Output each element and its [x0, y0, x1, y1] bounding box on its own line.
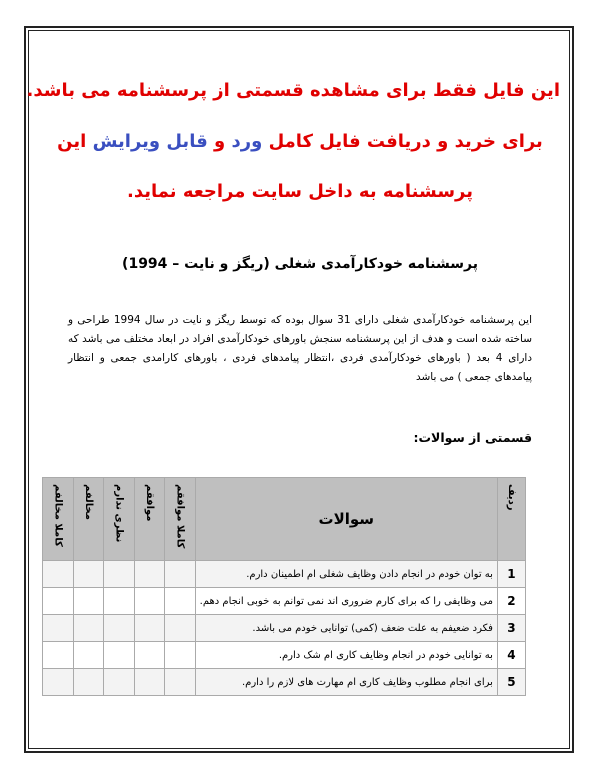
answer-cell[interactable] — [165, 561, 196, 588]
header-disagree: مخالفم — [73, 478, 104, 561]
question-text: فکرد ضعیفم به علت ضعف (کمی) توانایی خودم می باشد. — [195, 615, 497, 642]
answer-cell[interactable] — [73, 669, 104, 696]
promo-line-3: پرسشنامه به داخل سایت مراجعه نماید. — [126, 181, 473, 202]
answer-cell[interactable] — [73, 642, 104, 669]
header-questions: سوالات — [195, 478, 497, 561]
promo-line-1: این فایل فقط برای مشاهده قسمتی از پرسشنامه می باشد. — [26, 80, 560, 101]
answer-cell[interactable] — [165, 642, 196, 669]
answer-cell[interactable] — [43, 588, 74, 615]
row-number: 5 — [497, 669, 525, 696]
table-row — [43, 561, 526, 588]
answer-cell[interactable] — [43, 561, 74, 588]
promo-line-2 — [40, 131, 560, 152]
question-text: به توانایی خودم در انجام وظایف کاری ام شک دارم. — [195, 642, 497, 669]
row-number: 4 — [497, 642, 525, 669]
header-strongly-disagree: کاملا مخالفم — [43, 478, 74, 561]
answer-cell[interactable] — [43, 642, 74, 669]
table-header-row — [43, 478, 526, 561]
answer-cell[interactable] — [104, 588, 135, 615]
answer-cell[interactable] — [73, 615, 104, 642]
page-title: پرسشنامه خودکارآمدی شغلی (ریگز و نایت – 1994) — [122, 256, 478, 272]
row-number: 1 — [497, 561, 525, 588]
answer-cell[interactable] — [104, 669, 135, 696]
table-row — [43, 642, 526, 669]
section-heading: قسمتی از سوالات: — [413, 430, 532, 445]
question-text: می وظایفی را که برای کارم ضروری اند نمی توانم به خوبی انجام دهم. — [195, 588, 497, 615]
answer-cell[interactable] — [104, 642, 135, 669]
table-row — [43, 669, 526, 696]
answer-cell[interactable] — [43, 615, 74, 642]
questions-table — [42, 477, 526, 696]
answer-cell[interactable] — [134, 615, 165, 642]
header-row-number: ردیف — [497, 478, 525, 561]
answer-cell[interactable] — [104, 561, 135, 588]
answer-cell[interactable] — [73, 588, 104, 615]
answer-cell[interactable] — [165, 669, 196, 696]
intro-paragraph: این پرسشنامه خودکارآمدی شغلی دارای 31 سوال بوده که توسط ریگز و نایت در سال 1994 طراحی و ساخته شده است و هدف از این پرسشنامه سنجش باورهای خودکارآمدی افراد در ابعاد مختلف می باشد که دارای 4 بعد ( باورهای خودکارآمدی فردی ،انتظار پیامدهای فردی ، باورهای کارامدی جمعی و انتظار پیامدهای جمعی ) می باشد — [68, 314, 533, 383]
answer-cell[interactable] — [43, 669, 74, 696]
header-neutral: نظری ندارم — [104, 478, 135, 561]
header-agree: موافقم — [134, 478, 165, 561]
answer-cell[interactable] — [165, 588, 196, 615]
answer-cell[interactable] — [165, 615, 196, 642]
table-row — [43, 615, 526, 642]
row-number: 3 — [497, 615, 525, 642]
answer-cell[interactable] — [134, 588, 165, 615]
answer-cell[interactable] — [104, 615, 135, 642]
promo-text-e: این — [57, 131, 87, 152]
promo-editable-highlight: قابل ویرایش — [92, 131, 208, 152]
question-text: به توان خودم در انجام دادن وظایف شغلی ام اطمینان دارم. — [195, 561, 497, 588]
promo-text-c: و — [214, 131, 226, 152]
row-number: 2 — [497, 588, 525, 615]
answer-cell[interactable] — [134, 561, 165, 588]
answer-cell[interactable] — [134, 642, 165, 669]
answer-cell[interactable] — [73, 561, 104, 588]
promo-text-a: برای خرید و دریافت فایل کامل — [268, 131, 543, 152]
answer-cell[interactable] — [134, 669, 165, 696]
question-text: برای انجام مطلوب وظایف کاری ام مهارت های لازم را دارم. — [195, 669, 497, 696]
promo-word-highlight: ورد — [231, 131, 263, 152]
header-strongly-agree: کاملا موافقم — [165, 478, 196, 561]
table-row — [43, 588, 526, 615]
